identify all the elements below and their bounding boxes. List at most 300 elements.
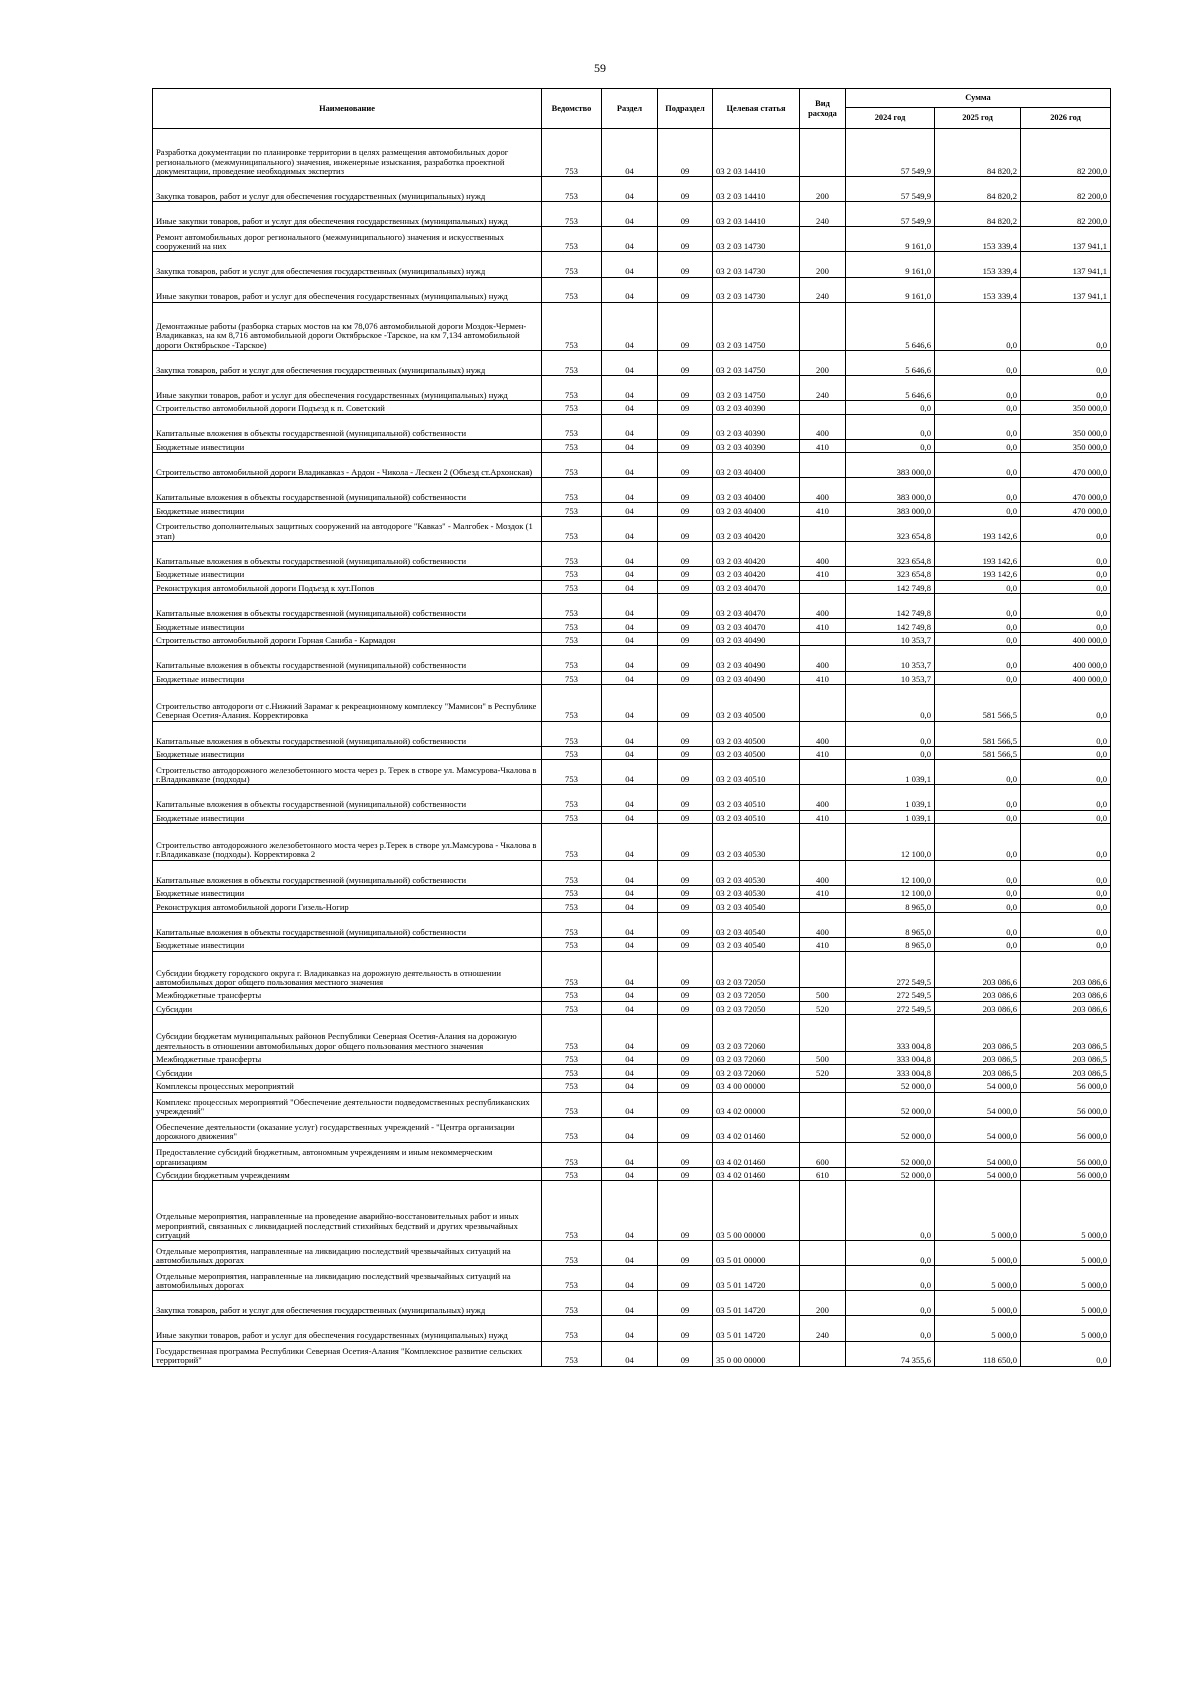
- cell-name: Отдельные мероприятия, направленные на ликвидацию последствий чрезвычайных ситуаций на автомобильных дорогах: [153, 1266, 542, 1291]
- cell-expense-type: [800, 685, 846, 722]
- cell-razdel: 04: [602, 277, 658, 302]
- cell-razdel: 04: [602, 350, 658, 375]
- cell-sum-2026: 470 000,0: [1021, 453, 1111, 478]
- cell-sum-2024: 0,0: [846, 1241, 935, 1266]
- cell-podrazdel: 09: [658, 542, 713, 567]
- cell-name: Иные закупки товаров, работ и услуг для обеспечения государственных (муниципальных) нужд: [153, 375, 542, 400]
- cell-podrazdel: 09: [658, 453, 713, 478]
- cell-sum-2024: 52 000,0: [846, 1142, 935, 1167]
- cell-sum-2025: 0,0: [935, 760, 1021, 785]
- cell-razdel: 04: [602, 988, 658, 1002]
- cell-name: Реконструкция автомобильной дороги Подъезд к хут.Попов: [153, 580, 542, 594]
- cell-sum-2026: 0,0: [1021, 721, 1111, 746]
- cell-sum-2026: 0,0: [1021, 1341, 1111, 1366]
- cell-vedomstvo: 753: [542, 302, 602, 350]
- cell-name: Капитальные вложения в объекты государственной (муниципальной) собственности: [153, 542, 542, 567]
- cell-vedomstvo: 753: [542, 619, 602, 633]
- table-row: [153, 632, 1111, 646]
- cell-expense-type: 400: [800, 785, 846, 810]
- cell-target-article: 03 2 03 14750: [713, 350, 800, 375]
- cell-vedomstvo: 753: [542, 401, 602, 415]
- cell-podrazdel: 09: [658, 1117, 713, 1142]
- cell-vedomstvo: 753: [542, 1266, 602, 1291]
- cell-sum-2024: 0,0: [846, 1316, 935, 1341]
- cell-sum-2026: 203 086,5: [1021, 1065, 1111, 1079]
- cell-sum-2026: 0,0: [1021, 899, 1111, 913]
- cell-sum-2026: 203 086,6: [1021, 988, 1111, 1002]
- cell-expense-type: [800, 1117, 846, 1142]
- cell-sum-2024: 323 654,8: [846, 567, 935, 581]
- header-target-article: Целевая статья: [713, 89, 800, 129]
- cell-razdel: 04: [602, 516, 658, 541]
- cell-target-article: 03 2 03 40540: [713, 912, 800, 937]
- cell-sum-2026: 400 000,0: [1021, 646, 1111, 671]
- table-row: [153, 580, 1111, 594]
- cell-name: Капитальные вложения в объекты государственной (муниципальной) собственности: [153, 646, 542, 671]
- cell-sum-2026: 5 000,0: [1021, 1181, 1111, 1241]
- cell-sum-2025: 54 000,0: [935, 1079, 1021, 1093]
- cell-sum-2025: 581 566,5: [935, 721, 1021, 746]
- cell-vedomstvo: 753: [542, 685, 602, 722]
- cell-podrazdel: 09: [658, 1316, 713, 1341]
- table-row: [153, 1051, 1111, 1065]
- cell-target-article: 03 4 02 01460: [713, 1117, 800, 1142]
- cell-expense-type: 400: [800, 721, 846, 746]
- cell-sum-2024: 333 004,8: [846, 1015, 935, 1052]
- cell-vedomstvo: 753: [542, 594, 602, 619]
- cell-name: Бюджетные инвестиции: [153, 885, 542, 899]
- cell-sum-2026: 0,0: [1021, 810, 1111, 824]
- cell-podrazdel: 09: [658, 252, 713, 277]
- cell-target-article: 03 2 03 72060: [713, 1051, 800, 1065]
- cell-name: Капитальные вложения в объекты государственной (муниципальной) собственности: [153, 912, 542, 937]
- cell-sum-2025: 0,0: [935, 478, 1021, 503]
- cell-razdel: 04: [602, 760, 658, 785]
- cell-vedomstvo: 753: [542, 414, 602, 439]
- cell-razdel: 04: [602, 375, 658, 400]
- cell-sum-2026: 0,0: [1021, 746, 1111, 760]
- cell-expense-type: 520: [800, 1065, 846, 1079]
- cell-target-article: 03 5 01 14720: [713, 1316, 800, 1341]
- cell-vedomstvo: 753: [542, 177, 602, 202]
- cell-vedomstvo: 753: [542, 1167, 602, 1181]
- cell-sum-2024: 10 353,7: [846, 632, 935, 646]
- cell-name: Бюджетные инвестиции: [153, 439, 542, 453]
- cell-sum-2024: 0,0: [846, 1291, 935, 1316]
- cell-vedomstvo: 753: [542, 860, 602, 885]
- cell-podrazdel: 09: [658, 567, 713, 581]
- cell-name: Строительство автодороги от с.Нижний Зарамаг к рекреационному комплексу "Мамисон" в Республике Северная Осетия-Алания. Корректировка: [153, 685, 542, 722]
- cell-podrazdel: 09: [658, 1181, 713, 1241]
- cell-vedomstvo: 753: [542, 1341, 602, 1366]
- cell-vedomstvo: 753: [542, 810, 602, 824]
- table-row: [153, 202, 1111, 227]
- cell-name: Предоставление субсидий бюджетным, автономным учреждениям и иным некоммерческим организациям: [153, 1142, 542, 1167]
- cell-razdel: 04: [602, 439, 658, 453]
- cell-target-article: 03 2 03 72050: [713, 1001, 800, 1015]
- header-year-2024: 2024 год: [846, 108, 935, 129]
- table-row: [153, 619, 1111, 633]
- cell-target-article: 03 2 03 40390: [713, 414, 800, 439]
- cell-sum-2026: 400 000,0: [1021, 632, 1111, 646]
- table-row: [153, 1341, 1111, 1366]
- cell-target-article: 03 2 03 40390: [713, 439, 800, 453]
- cell-razdel: 04: [602, 1065, 658, 1079]
- cell-vedomstvo: 753: [542, 899, 602, 913]
- cell-podrazdel: 09: [658, 912, 713, 937]
- table-row: [153, 860, 1111, 885]
- cell-razdel: 04: [602, 227, 658, 252]
- table-row: [153, 1241, 1111, 1266]
- table-row: [153, 951, 1111, 988]
- cell-podrazdel: 09: [658, 177, 713, 202]
- cell-razdel: 04: [602, 594, 658, 619]
- cell-expense-type: 520: [800, 1001, 846, 1015]
- cell-vedomstvo: 753: [542, 885, 602, 899]
- cell-expense-type: [800, 951, 846, 988]
- cell-vedomstvo: 753: [542, 227, 602, 252]
- cell-expense-type: [800, 1015, 846, 1052]
- cell-sum-2025: 0,0: [935, 439, 1021, 453]
- cell-target-article: 03 2 03 14410: [713, 129, 800, 177]
- table-row: [153, 746, 1111, 760]
- cell-sum-2026: 350 000,0: [1021, 401, 1111, 415]
- cell-podrazdel: 09: [658, 824, 713, 861]
- cell-podrazdel: 09: [658, 1167, 713, 1181]
- cell-sum-2025: 581 566,5: [935, 746, 1021, 760]
- cell-vedomstvo: 753: [542, 1051, 602, 1065]
- cell-target-article: 03 2 03 14730: [713, 252, 800, 277]
- cell-name: Строительство дополнительных защитных сооружений на автодороге "Кавказ" - Малгобек - Моздок (1 этап): [153, 516, 542, 541]
- cell-razdel: 04: [602, 938, 658, 952]
- cell-target-article: 03 4 02 01460: [713, 1142, 800, 1167]
- cell-expense-type: 410: [800, 567, 846, 581]
- table-row: [153, 1092, 1111, 1117]
- cell-vedomstvo: 753: [542, 567, 602, 581]
- cell-target-article: 03 2 03 40500: [713, 746, 800, 760]
- cell-sum-2026: 0,0: [1021, 685, 1111, 722]
- cell-vedomstvo: 753: [542, 1092, 602, 1117]
- table-header: [153, 89, 1111, 129]
- cell-target-article: 03 2 03 14750: [713, 302, 800, 350]
- table-row: [153, 1266, 1111, 1291]
- cell-vedomstvo: 753: [542, 632, 602, 646]
- cell-expense-type: 500: [800, 988, 846, 1002]
- cell-name: Иные закупки товаров, работ и услуг для обеспечения государственных (муниципальных) нужд: [153, 1316, 542, 1341]
- table-row: [153, 567, 1111, 581]
- cell-name: Субсидии: [153, 1065, 542, 1079]
- cell-sum-2024: 0,0: [846, 685, 935, 722]
- cell-sum-2026: 0,0: [1021, 912, 1111, 937]
- cell-sum-2025: 203 086,6: [935, 951, 1021, 988]
- cell-sum-2024: 57 549,9: [846, 202, 935, 227]
- cell-vedomstvo: 753: [542, 277, 602, 302]
- cell-expense-type: 400: [800, 542, 846, 567]
- table-row: [153, 478, 1111, 503]
- cell-sum-2024: 5 646,6: [846, 350, 935, 375]
- table-row: [153, 671, 1111, 685]
- cell-sum-2025: 118 650,0: [935, 1341, 1021, 1366]
- cell-vedomstvo: 753: [542, 824, 602, 861]
- cell-sum-2025: 0,0: [935, 938, 1021, 952]
- cell-vedomstvo: 753: [542, 1291, 602, 1316]
- cell-razdel: 04: [602, 503, 658, 517]
- cell-vedomstvo: 753: [542, 760, 602, 785]
- cell-podrazdel: 09: [658, 375, 713, 400]
- cell-target-article: 03 5 01 14720: [713, 1266, 800, 1291]
- cell-name: Строительство автомобильной дороги Владикавказ - Ардон - Чикола - Лескен 2 (Объезд ст.Архонская): [153, 453, 542, 478]
- cell-sum-2024: 383 000,0: [846, 478, 935, 503]
- cell-sum-2024: 1 039,1: [846, 760, 935, 785]
- cell-vedomstvo: 753: [542, 746, 602, 760]
- cell-target-article: 03 2 03 40510: [713, 785, 800, 810]
- cell-podrazdel: 09: [658, 1241, 713, 1266]
- cell-razdel: 04: [602, 810, 658, 824]
- cell-sum-2024: 57 549,9: [846, 129, 935, 177]
- cell-sum-2025: 0,0: [935, 810, 1021, 824]
- cell-podrazdel: 09: [658, 1266, 713, 1291]
- table-row: [153, 721, 1111, 746]
- cell-podrazdel: 09: [658, 129, 713, 177]
- cell-sum-2026: 82 200,0: [1021, 177, 1111, 202]
- cell-razdel: 04: [602, 746, 658, 760]
- table-row: [153, 1167, 1111, 1181]
- cell-sum-2025: 5 000,0: [935, 1181, 1021, 1241]
- cell-sum-2024: 12 100,0: [846, 824, 935, 861]
- cell-expense-type: 200: [800, 1291, 846, 1316]
- cell-expense-type: 600: [800, 1142, 846, 1167]
- cell-sum-2026: 0,0: [1021, 516, 1111, 541]
- cell-sum-2024: 8 965,0: [846, 899, 935, 913]
- cell-sum-2025: 193 142,6: [935, 542, 1021, 567]
- table-row: [153, 685, 1111, 722]
- cell-vedomstvo: 753: [542, 580, 602, 594]
- cell-sum-2026: 203 086,5: [1021, 1051, 1111, 1065]
- cell-sum-2025: 54 000,0: [935, 1167, 1021, 1181]
- cell-sum-2026: 137 941,1: [1021, 227, 1111, 252]
- cell-sum-2026: 0,0: [1021, 302, 1111, 350]
- cell-podrazdel: 09: [658, 646, 713, 671]
- cell-podrazdel: 09: [658, 580, 713, 594]
- header-podrazdel: Подраздел: [658, 89, 713, 129]
- cell-sum-2024: 52 000,0: [846, 1167, 935, 1181]
- table-row: [153, 1079, 1111, 1093]
- cell-target-article: 03 2 03 40400: [713, 503, 800, 517]
- cell-sum-2025: 5 000,0: [935, 1241, 1021, 1266]
- cell-sum-2024: 383 000,0: [846, 503, 935, 517]
- cell-sum-2024: 9 161,0: [846, 227, 935, 252]
- cell-expense-type: [800, 1092, 846, 1117]
- cell-sum-2025: 153 339,4: [935, 252, 1021, 277]
- cell-sum-2024: 12 100,0: [846, 885, 935, 899]
- table-row: [153, 302, 1111, 350]
- cell-sum-2025: 0,0: [935, 899, 1021, 913]
- cell-target-article: 03 2 03 40420: [713, 542, 800, 567]
- cell-vedomstvo: 753: [542, 453, 602, 478]
- cell-target-article: 03 4 00 00000: [713, 1079, 800, 1093]
- cell-sum-2025: 0,0: [935, 912, 1021, 937]
- cell-podrazdel: 09: [658, 1341, 713, 1366]
- table-row: [153, 899, 1111, 913]
- cell-sum-2025: 203 086,5: [935, 1065, 1021, 1079]
- cell-name: Закупка товаров, работ и услуг для обеспечения государственных (муниципальных) нужд: [153, 177, 542, 202]
- cell-name: Бюджетные инвестиции: [153, 746, 542, 760]
- cell-sum-2026: 0,0: [1021, 938, 1111, 952]
- cell-sum-2025: 193 142,6: [935, 516, 1021, 541]
- cell-vedomstvo: 753: [542, 1065, 602, 1079]
- cell-sum-2025: 0,0: [935, 824, 1021, 861]
- cell-podrazdel: 09: [658, 1079, 713, 1093]
- cell-razdel: 04: [602, 129, 658, 177]
- cell-sum-2025: 0,0: [935, 646, 1021, 671]
- cell-sum-2025: 193 142,6: [935, 567, 1021, 581]
- cell-target-article: 03 2 03 40530: [713, 860, 800, 885]
- table-row: [153, 912, 1111, 937]
- cell-name: Реконструкция автомобильной дороги Гизель-Ногир: [153, 899, 542, 913]
- cell-vedomstvo: 753: [542, 951, 602, 988]
- cell-sum-2025: 0,0: [935, 594, 1021, 619]
- cell-sum-2026: 56 000,0: [1021, 1167, 1111, 1181]
- cell-name: Капитальные вложения в объекты государственной (муниципальной) собственности: [153, 478, 542, 503]
- cell-sum-2025: 5 000,0: [935, 1291, 1021, 1316]
- cell-sum-2025: 153 339,4: [935, 227, 1021, 252]
- cell-razdel: 04: [602, 1291, 658, 1316]
- cell-target-article: 03 2 03 72050: [713, 951, 800, 988]
- cell-sum-2025: 0,0: [935, 619, 1021, 633]
- table-row: [153, 938, 1111, 952]
- cell-sum-2025: 5 000,0: [935, 1266, 1021, 1291]
- cell-sum-2024: 383 000,0: [846, 453, 935, 478]
- cell-razdel: 04: [602, 1001, 658, 1015]
- cell-podrazdel: 09: [658, 1065, 713, 1079]
- cell-sum-2024: 272 549,5: [846, 1001, 935, 1015]
- cell-name: Отдельные мероприятия, направленные на ликвидацию последствий чрезвычайных ситуаций на автомобильных дорогах: [153, 1241, 542, 1266]
- cell-expense-type: [800, 1341, 846, 1366]
- cell-podrazdel: 09: [658, 414, 713, 439]
- cell-target-article: 03 2 03 40490: [713, 632, 800, 646]
- cell-target-article: 03 2 03 14750: [713, 375, 800, 400]
- table-row: [153, 129, 1111, 177]
- table-row: [153, 824, 1111, 861]
- cell-podrazdel: 09: [658, 860, 713, 885]
- cell-sum-2026: 137 941,1: [1021, 252, 1111, 277]
- cell-target-article: 03 2 03 40510: [713, 810, 800, 824]
- cell-expense-type: [800, 1181, 846, 1241]
- cell-sum-2026: 56 000,0: [1021, 1092, 1111, 1117]
- cell-expense-type: 410: [800, 503, 846, 517]
- cell-expense-type: 410: [800, 938, 846, 952]
- cell-target-article: 03 2 03 40530: [713, 824, 800, 861]
- table-row: [153, 375, 1111, 400]
- cell-sum-2026: 0,0: [1021, 885, 1111, 899]
- cell-sum-2025: 84 820,2: [935, 129, 1021, 177]
- cell-podrazdel: 09: [658, 503, 713, 517]
- cell-name: Закупка товаров, работ и услуг для обеспечения государственных (муниципальных) нужд: [153, 350, 542, 375]
- cell-expense-type: 240: [800, 375, 846, 400]
- cell-target-article: 03 2 03 14730: [713, 277, 800, 302]
- cell-razdel: 04: [602, 1181, 658, 1241]
- cell-target-article: 03 4 02 01460: [713, 1167, 800, 1181]
- table-row: [153, 177, 1111, 202]
- cell-sum-2024: 0,0: [846, 721, 935, 746]
- header-razdel: Раздел: [602, 89, 658, 129]
- cell-sum-2025: 0,0: [935, 453, 1021, 478]
- cell-sum-2026: 56 000,0: [1021, 1079, 1111, 1093]
- cell-expense-type: 400: [800, 912, 846, 937]
- cell-podrazdel: 09: [658, 350, 713, 375]
- cell-podrazdel: 09: [658, 202, 713, 227]
- cell-target-article: 03 2 03 14410: [713, 177, 800, 202]
- cell-podrazdel: 09: [658, 951, 713, 988]
- cell-sum-2026: 5 000,0: [1021, 1316, 1111, 1341]
- cell-vedomstvo: 753: [542, 1142, 602, 1167]
- cell-name: Строительство автомобильной дороги Горная Саниба - Кармадон: [153, 632, 542, 646]
- cell-sum-2026: 56 000,0: [1021, 1117, 1111, 1142]
- cell-name: Бюджетные инвестиции: [153, 810, 542, 824]
- cell-name: Капитальные вложения в объекты государственной (муниципальной) собственности: [153, 414, 542, 439]
- table-row: [153, 810, 1111, 824]
- cell-name: Межбюджетные трансферты: [153, 1051, 542, 1065]
- cell-sum-2026: 5 000,0: [1021, 1266, 1111, 1291]
- cell-razdel: 04: [602, 1167, 658, 1181]
- cell-expense-type: [800, 302, 846, 350]
- cell-razdel: 04: [602, 885, 658, 899]
- header-year-2026: 2026 год: [1021, 108, 1111, 129]
- cell-sum-2026: 0,0: [1021, 785, 1111, 810]
- cell-podrazdel: 09: [658, 302, 713, 350]
- cell-razdel: 04: [602, 912, 658, 937]
- header-expense-type: Вид расхода: [800, 89, 846, 129]
- cell-expense-type: 240: [800, 277, 846, 302]
- cell-razdel: 04: [602, 671, 658, 685]
- cell-target-article: 03 2 03 14730: [713, 227, 800, 252]
- cell-podrazdel: 09: [658, 760, 713, 785]
- cell-sum-2026: 203 086,5: [1021, 1015, 1111, 1052]
- cell-podrazdel: 09: [658, 899, 713, 913]
- cell-name: Капитальные вложения в объекты государственной (муниципальной) собственности: [153, 785, 542, 810]
- cell-sum-2024: 142 749,8: [846, 580, 935, 594]
- cell-target-article: 03 2 03 40400: [713, 453, 800, 478]
- cell-razdel: 04: [602, 302, 658, 350]
- cell-sum-2025: 0,0: [935, 860, 1021, 885]
- cell-sum-2025: 581 566,5: [935, 685, 1021, 722]
- cell-sum-2024: 1 039,1: [846, 785, 935, 810]
- cell-razdel: 04: [602, 580, 658, 594]
- table-row: [153, 439, 1111, 453]
- cell-vedomstvo: 753: [542, 350, 602, 375]
- cell-vedomstvo: 753: [542, 988, 602, 1002]
- cell-podrazdel: 09: [658, 478, 713, 503]
- cell-podrazdel: 09: [658, 619, 713, 633]
- cell-expense-type: [800, 129, 846, 177]
- cell-target-article: 03 2 03 40420: [713, 516, 800, 541]
- cell-razdel: 04: [602, 860, 658, 885]
- cell-name: Строительство автодорожного железобетонного моста через р. Терек в створе ул. Мамсурова-Чкалова в г.Владикавказе (подходы): [153, 760, 542, 785]
- cell-vedomstvo: 753: [542, 439, 602, 453]
- cell-sum-2026: 0,0: [1021, 375, 1111, 400]
- table-row: [153, 414, 1111, 439]
- cell-expense-type: 200: [800, 177, 846, 202]
- cell-expense-type: [800, 1266, 846, 1291]
- cell-expense-type: 400: [800, 646, 846, 671]
- cell-sum-2026: 400 000,0: [1021, 671, 1111, 685]
- cell-name: Государственная программа Республики Северная Осетия-Алания "Комплексное развитие сельских территорий": [153, 1341, 542, 1366]
- header-vedomstvo: Ведомство: [542, 89, 602, 129]
- table-row: [153, 401, 1111, 415]
- cell-sum-2025: 0,0: [935, 785, 1021, 810]
- cell-sum-2026: 0,0: [1021, 350, 1111, 375]
- cell-razdel: 04: [602, 414, 658, 439]
